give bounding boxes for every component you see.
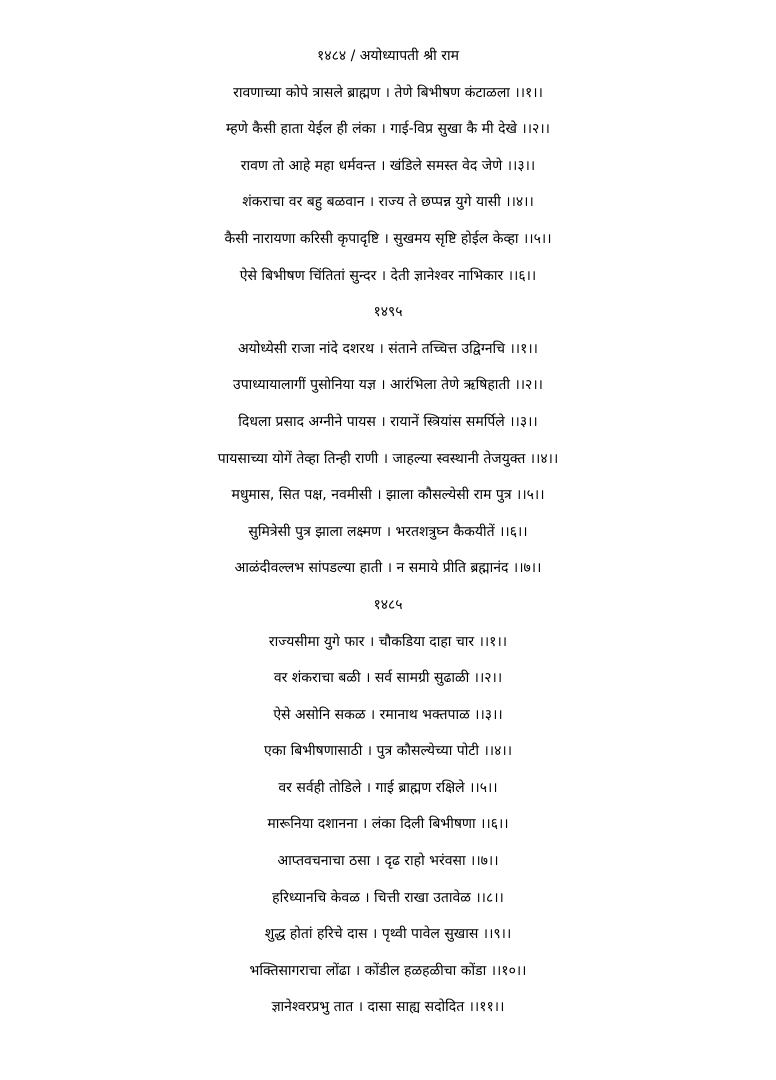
verse-line: वर सर्वही तोडिले । गाई ब्राह्मण रक्षिले ।।५।। (278, 779, 498, 796)
section-heading: १४९५ (373, 304, 403, 321)
verse-line: सुमित्रेसी पुत्र झाला लक्ष्मण । भरतशत्रुघ्न कैकयीतें ।।६।। (248, 523, 528, 540)
document-page (0, 38, 776, 1026)
verse-line: ज्ञानेश्वरप्रभु तात । दासा साह्य सदोदित ।।११।। (271, 999, 505, 1016)
verse-line: कैसी नारायणा करिसी कृपादृष्टि । सुखमय सृष्टि होईल केव्हा ।।५।। (224, 230, 552, 247)
verse-line: वर शंकराचा बळी । सर्व सामग्री सुढाळी ।।२।। (273, 670, 503, 687)
verse-line: रावणाच्या कोपे त्रासले ब्राह्मण । तेणे बिभीषण कंटाळला ।।१।। (233, 84, 543, 101)
verse-line: राज्यसीमा युगे फार । चौकडिया दाहा चार ।।१।। (268, 633, 508, 650)
verse-line: ऐसे बिभीषण चिंतितां सुन्दर । देती ज्ञानेश्वर नाभिकार ।।६।। (239, 267, 537, 284)
verse-line: म्हणे कैसी हाता येईल ही लंका । गाई-विप्र सुखा कै मी देखे ।।२।। (226, 121, 550, 138)
verse-line: रावण तो आहे महा धर्मवन्त । खंडिले समस्त वेद जेणे ।।३।। (240, 157, 536, 174)
verse-line: मारूनिया दशानना । लंका दिली बिभीषणा ।।६।। (267, 816, 509, 833)
abhang-1485 (0, 587, 776, 1026)
verse-line: मधुमास, सित पक्ष, नवमीसी । झाला कौसल्येसी राम पुत्र ।।५।। (231, 487, 545, 504)
section-heading: १४८५ (373, 596, 403, 613)
verse-line: शंकराचा वर बहु बळवान । राज्य ते छप्पन्न युगे यासी ।।४।। (242, 194, 534, 211)
verse-line: पायसाच्या योगें तेव्हा तिन्ही राणी । जाहल्या स्वस्थानी तेजयुक्त ।।४।। (217, 450, 559, 467)
verse-line: भक्तिसागराचा लोंढा । कोंडील हळहळीचा कोंडा ।।१०।। (249, 962, 527, 979)
verse-line: ऐसे असोनि सकळ । रमानाथ भक्तपाळ ।।३।। (273, 706, 503, 723)
verse-line: हरिध्यानचि केवळ । चित्ती राखा उतावेळ ।।८।। (272, 889, 504, 906)
verse-line: दिधला प्रसाद अग्नीने पायस । रायानें स्त्रियांस समर्पिले ।।३।। (238, 413, 538, 430)
verse-line: उपाध्यायालागीं पुसोनिया यज्ञ । आरंभिला तेणे ऋषिहाती ।।२।। (233, 377, 543, 394)
verse-line: अयोध्येसी राजा नांदे दशरथ । संताने तच्चित्त उद्विग्नचि ।।१।। (237, 340, 538, 357)
verse-line: आप्तवचनाचा ठसा । दृढ राहो भरंवसा ।।७।। (277, 853, 499, 870)
verse-line: एका बिभीषणासाठी । पुत्र कौसल्येच्या पोटी ।।४।। (264, 743, 512, 760)
verse-line: आळंदीवल्लभ सांपडल्या हाती । न समाये प्रीति ब्रह्मानंद ।।७।। (234, 560, 542, 577)
verse-line: शुद्ध होतां हरिचे दास । पृथ्वी पावेल सुखास ।।९।। (264, 926, 512, 943)
abhang-1495 (0, 294, 776, 587)
page-title: १४८४ / अयोध्यापती श्री राम (317, 48, 459, 64)
abhang-1484 (0, 75, 776, 295)
